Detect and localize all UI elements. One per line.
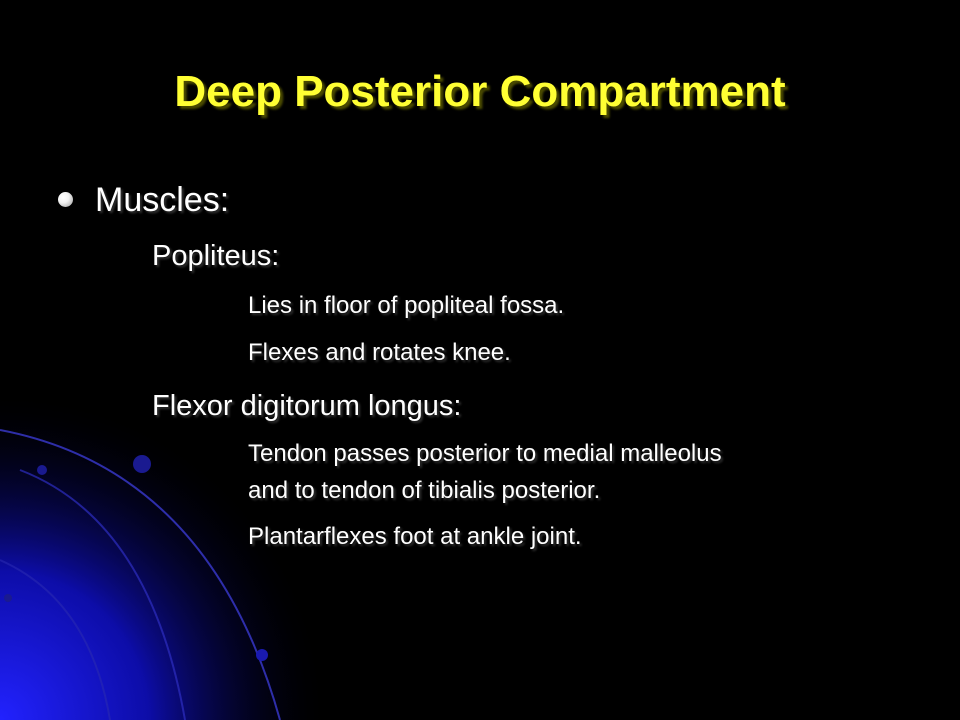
muscle-name-flexor-digitorum-longus: Flexor digitorum longus: [152,390,462,422]
decorative-dot-3 [256,649,268,661]
muscle-detail: Plantarflexes foot at ankle joint. [248,523,582,550]
muscle-name-popliteus: Popliteus: [152,240,280,272]
muscle-detail: Tendon passes posterior to medial malleolus [248,440,722,467]
muscle-detail: Lies in floor of popliteal fossa. [248,292,565,319]
decorative-dot-4 [4,594,12,602]
muscle-detail: and to tendon of tibialis posterior. [248,477,601,504]
bullet-icon [58,192,73,207]
decorative-dot-2 [37,465,47,475]
muscle-detail: Flexes and rotates knee. [248,339,511,366]
slide-title: Deep Posterior Compartment [174,67,786,116]
bullet-muscles: Muscles: [95,181,230,219]
decorative-dot-1 [133,455,151,473]
